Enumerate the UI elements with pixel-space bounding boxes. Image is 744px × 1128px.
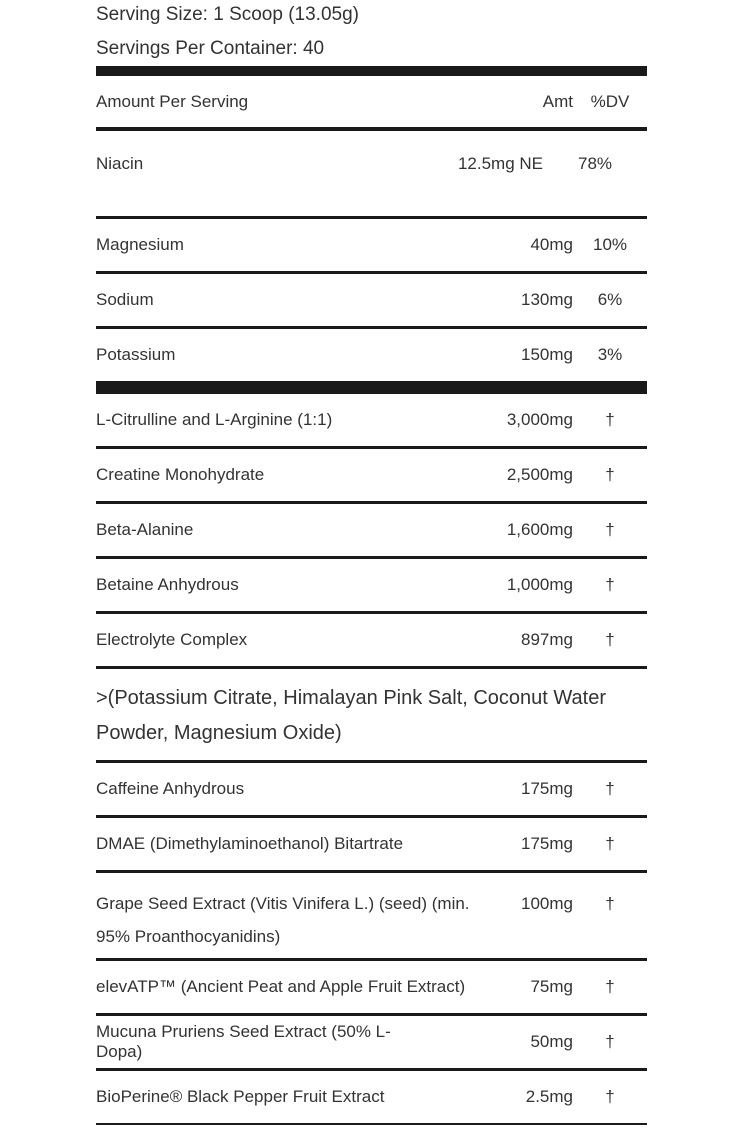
- ingredient-amount: 175mg: [521, 779, 573, 798]
- table-row: [96, 329, 647, 381]
- ingredient-name: elevATP™ (Ancient Peat and Apple Fruit Extract): [96, 977, 466, 996]
- table-row: [96, 1071, 647, 1123]
- ingredient-name: Mucuna Pruriens Seed Extract (50% L-Dopa): [96, 1022, 391, 1061]
- header-amt: Amt: [542, 91, 573, 111]
- table-row: [96, 504, 647, 556]
- nutrient-name: Potassium: [96, 345, 176, 364]
- table-row: [96, 219, 647, 271]
- ingredient-dv: †: [605, 410, 615, 429]
- ingredient-dv: †: [605, 834, 615, 853]
- nutrient-name: Sodium: [96, 290, 154, 309]
- nutrient-amount: 40mg: [530, 235, 573, 254]
- nutrient-dv: 6%: [597, 290, 623, 309]
- nutrient-dv: 78%: [577, 154, 613, 173]
- ingredient-name: Caffeine Anhydrous: [96, 779, 245, 798]
- ingredient-amount: 1,600mg: [506, 520, 573, 539]
- nutrient-amount-text: 12.5mg NE: [457, 154, 543, 173]
- table-row: [96, 559, 647, 611]
- nutrition-facts-panel: [96, 0, 647, 1125]
- table-row: [96, 449, 647, 501]
- ingredient-dv: †: [605, 520, 615, 539]
- ingredient-dv: †: [605, 894, 615, 913]
- nutrient-name: Magnesium: [96, 235, 184, 254]
- electrolyte-complex-note: >(Potassium Citrate, Himalayan Pink Salt, Coconut Water Powder, Magnesium Oxide): [96, 687, 607, 744]
- ingredient-name: DMAE (Dimethylaminoethanol) Bitartrate: [96, 834, 404, 853]
- table-header: [96, 76, 647, 127]
- ingredient-amount: 100mg: [521, 894, 573, 913]
- ingredient-dv: †: [605, 779, 615, 798]
- ingredient-dv: †: [605, 575, 615, 594]
- ingredient-name: Betaine Anhydrous: [96, 575, 239, 594]
- ingredient-name: Electrolyte Complex: [96, 630, 248, 649]
- ingredient-dv: †: [605, 977, 615, 996]
- ingredient-amount: 1,000mg: [506, 575, 573, 594]
- ingredient-name: BioPerine® Black Pepper Fruit Extract: [96, 1087, 385, 1106]
- header-dv: %DV: [590, 91, 630, 111]
- divider-thick: [96, 66, 647, 76]
- ingredient-dv: †: [605, 1032, 615, 1051]
- table-row: [96, 873, 647, 958]
- table-row: [96, 394, 647, 446]
- ingredient-amount: 3,000mg: [506, 410, 573, 429]
- header-amount-per-serving: Amount Per Serving: [96, 91, 249, 111]
- table-row: [96, 1016, 647, 1068]
- ingredient-amount: 175mg: [521, 834, 573, 853]
- nutrient-amount: 150mg: [521, 345, 573, 364]
- ingredient-amount: 2.5mg: [525, 1087, 573, 1106]
- ingredient-amount: 75mg: [530, 977, 573, 996]
- table-row: [96, 274, 647, 326]
- ingredient-name: Beta-Alanine: [96, 520, 194, 539]
- ingredient-dv: †: [605, 1087, 615, 1106]
- nutrient-amount: [423, 147, 543, 180]
- divider-thick: [96, 381, 647, 394]
- table-row: [96, 818, 647, 870]
- servings-per-container: Servings Per Container: 40: [96, 38, 325, 59]
- table-row: [96, 131, 647, 216]
- ingredient-amount: 2,500mg: [506, 465, 573, 484]
- ingredient-amount: 897mg: [521, 630, 573, 649]
- nutrient-dv: 10%: [592, 235, 628, 254]
- ingredient-name: L-Citrulline and L-Arginine (1:1): [96, 410, 333, 429]
- ingredient-amount: 50mg: [530, 1032, 573, 1051]
- table-row: [96, 763, 647, 815]
- nutrient-name: Niacin: [96, 154, 144, 173]
- ingredient-dv: †: [605, 465, 615, 484]
- table-row: [96, 961, 647, 1013]
- divider: [96, 1123, 647, 1125]
- nutrient-amount: 130mg: [521, 290, 573, 309]
- table-row: [96, 614, 647, 666]
- nutrient-dv: 3%: [597, 345, 623, 364]
- serving-size: Serving Size: 1 Scoop (13.05g): [96, 4, 359, 25]
- ingredient-name: Creatine Monohydrate: [96, 465, 265, 484]
- ingredient-name: Grape Seed Extract (Vitis Vinifera L.) (seed) (min. 95% Proanthocyanidins): [96, 894, 470, 946]
- ingredient-dv: †: [605, 630, 615, 649]
